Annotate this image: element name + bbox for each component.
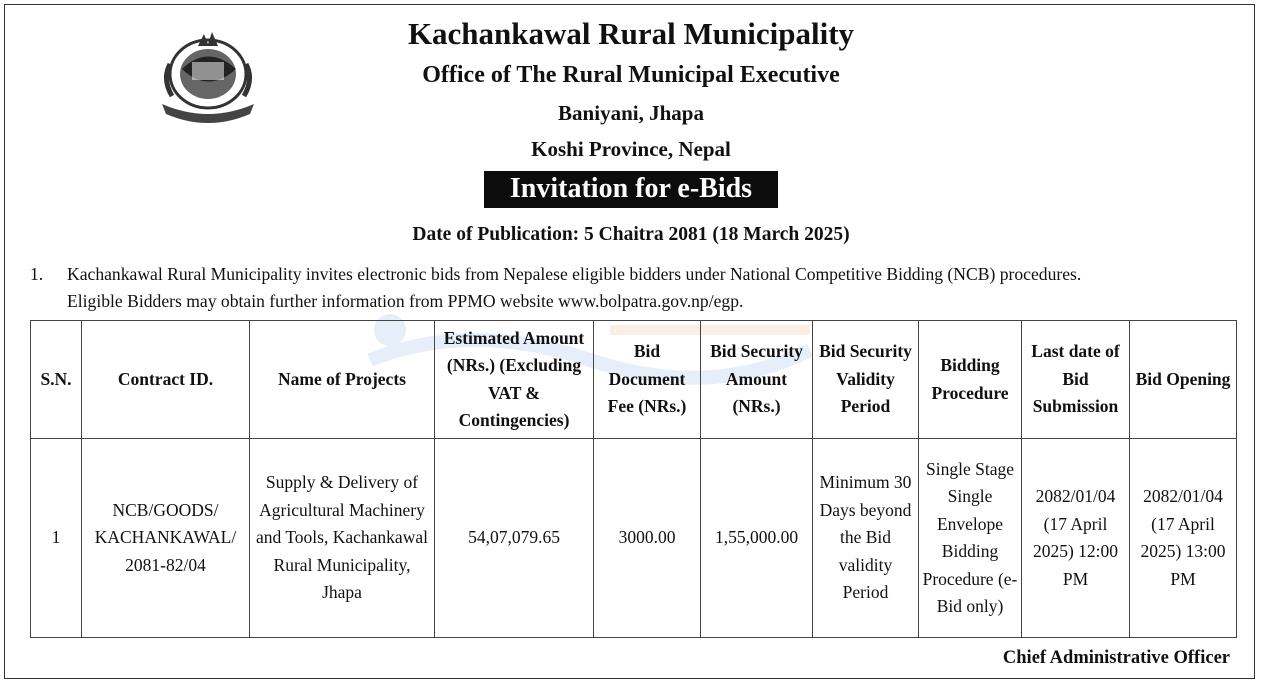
header-project-name: Name of Projects (250, 321, 435, 439)
table-header-row (31, 321, 1237, 439)
bid-table (30, 320, 1237, 638)
cell-last-date-submission: 2082/01/04 (17 April 2025) 12:00 PM (1022, 439, 1130, 638)
banner-wrap (0, 171, 1262, 208)
cell-bid-security-amount: 1,55,000.00 (701, 439, 813, 638)
cell-contract-id: NCB/GOODS/ KACHANKAWAL/ 2081-82/04 (82, 439, 250, 638)
org-name: Kachankawal Rural Municipality (407, 16, 855, 51)
paragraph-number: 1. (30, 264, 44, 284)
header-estimated-amount: Estimated Amount (NRs.) (Excluding VAT & Contingencies) (435, 321, 594, 439)
cell-bid-security-validity: Minimum 30 Days beyond the Bid validity Period (813, 439, 919, 638)
header-bid-security-amount: Bid Security Amount (NRs.) (701, 321, 813, 439)
header-sn: S.N. (31, 321, 82, 439)
cell-project-name: Supply & Delivery of Agricultural Machinery and Tools, Kachankawal Rural Municipality, Jhapa (250, 439, 435, 638)
office-name: Office of The Rural Municipal Executive (422, 62, 840, 88)
notice-banner: Invitation for e-Bids (484, 171, 778, 208)
province: Koshi Province, Nepal (531, 137, 731, 161)
cell-bidding-procedure: Single Stage Single Envelope Bidding Procedure (e-Bid only) (919, 439, 1022, 638)
location: Baniyani, Jhapa (558, 101, 704, 125)
cell-sn: 1 (31, 439, 82, 638)
header-bid-document-fee: Bid Document Fee (NRs.) (594, 321, 701, 439)
paragraph-line-2: Eligible Bidders may obtain further information from PPMO website www.bolpatra.gov.np/egp. (67, 291, 744, 311)
header-bid-security-validity: Bid Security Validity Period (813, 321, 919, 439)
table-row (31, 439, 1237, 638)
cell-bid-opening: 2082/01/04 (17 April 2025) 13:00 PM (1130, 439, 1237, 638)
paragraph-line-1: Kachankawal Rural Municipality invites electronic bids from Nepalese eligible bidders under National Competitive Bidding (NCB) procedures. (67, 264, 1082, 284)
signatory: Chief Administrative Officer (1002, 648, 1230, 668)
header-contract-id: Contract ID. (82, 321, 250, 439)
header-bid-opening: Bid Opening (1130, 321, 1237, 439)
header-bidding-procedure: Bidding Procedure (919, 321, 1022, 439)
header-last-date-submission: Last date of Bid Submission (1022, 321, 1130, 439)
cell-estimated-amount: 54,07,079.65 (435, 439, 594, 638)
publication-date: Date of Publication: 5 Chaitra 2081 (18 March 2025) (412, 224, 850, 245)
cell-bid-document-fee: 3000.00 (594, 439, 701, 638)
